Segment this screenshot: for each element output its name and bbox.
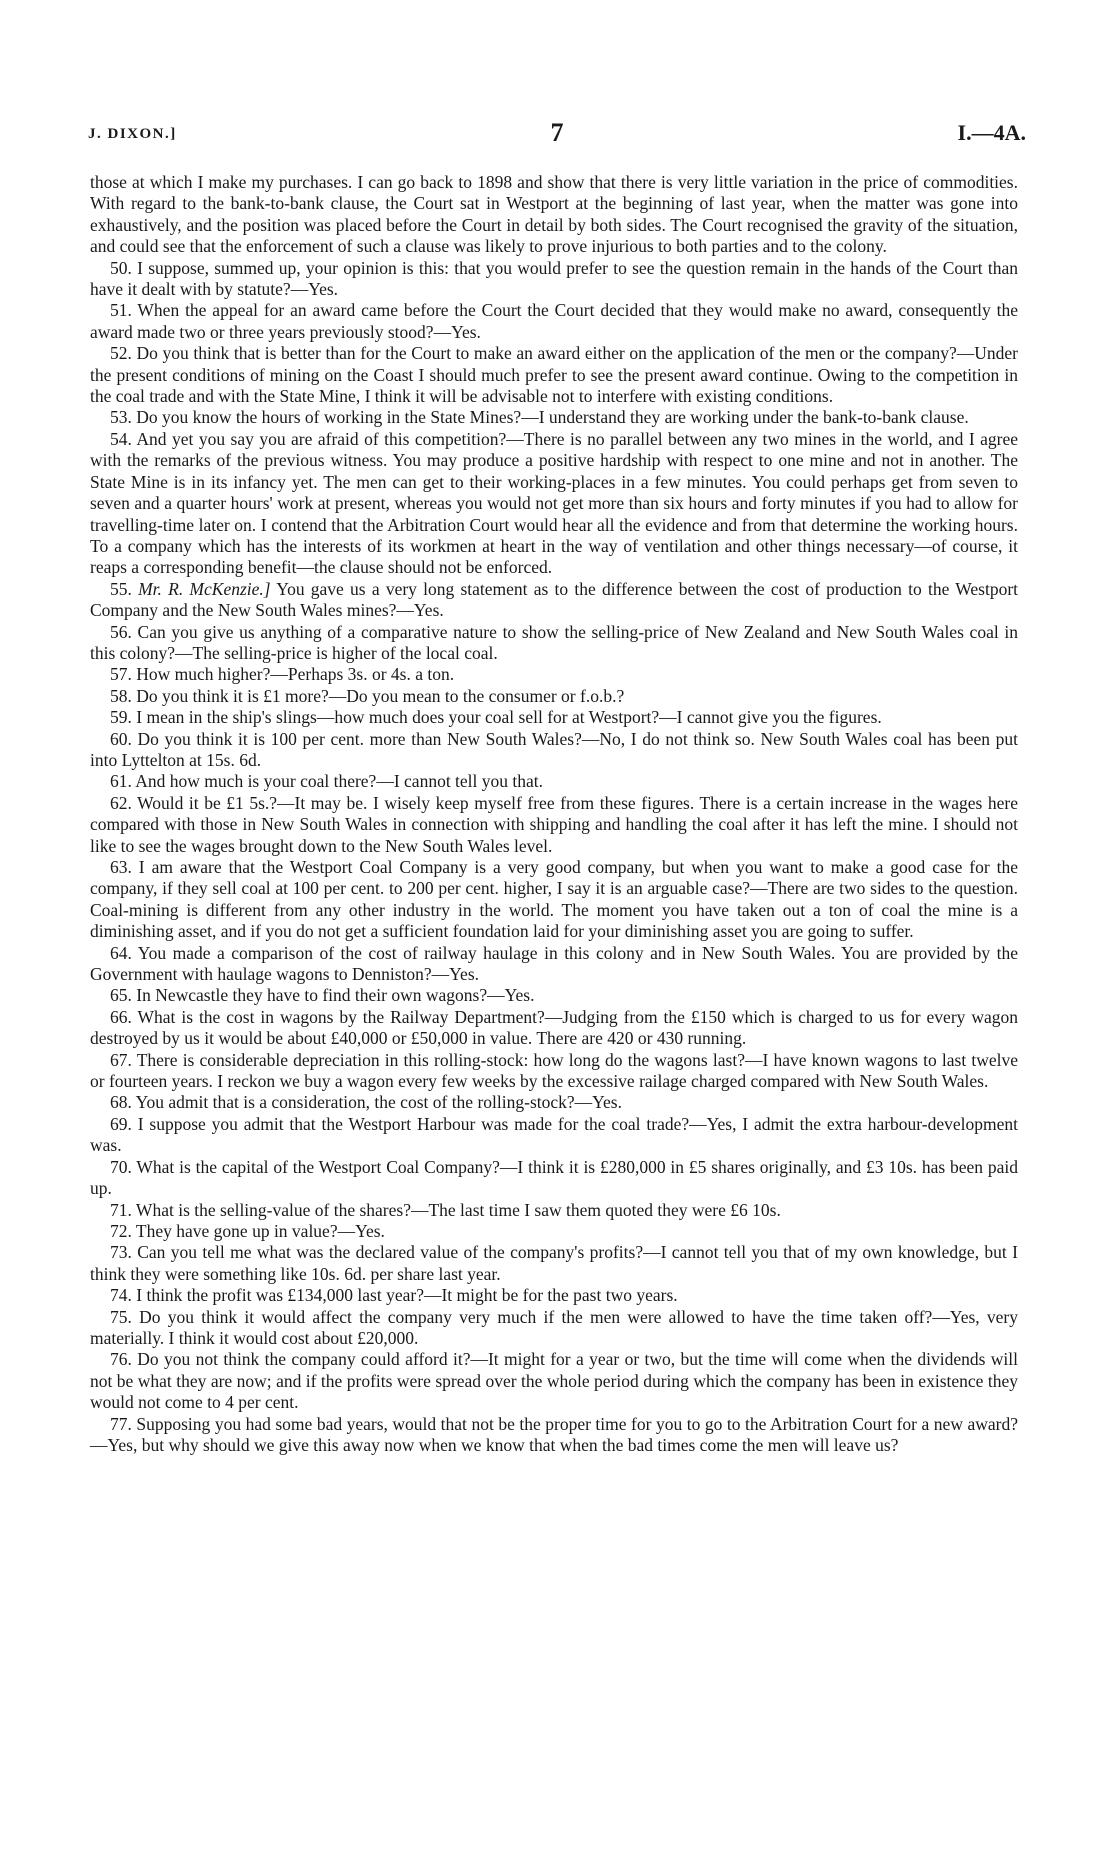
- paper-reference: I.—4A.: [957, 120, 1026, 145]
- question-73: 73. Can you tell me what was the declared value of the company's profits?—I cannot tell you that of my own knowledge, but I think they were something like 10s. 6d. per share last year.: [90, 1242, 1018, 1284]
- question-53: 53. Do you know the hours of working in the State Mines?—I understand they are working under the bank-to-bank clause.: [110, 407, 969, 428]
- question-70: 70. What is the capital of the Westport Coal Company?—I think it is £280,000 in £5 shares originally, and £3 10s. has been paid up.: [90, 1156, 1018, 1199]
- paragraph-continued: those at which I make my purchases. I can go back to 1898 and show that there is very little variation in the price of commodities. With regard to the bank-to-bank clause, the Court sat in Westport at the beginning of last year, when the matter was gone into exhaustively, and the position was placed before the Court in detail by both sides. The Court recognised the gravity of the situation, and could see that the enforcement of such a clause was likely to prove injurious to both parties and to the colony.: [90, 172, 1018, 257]
- speaker-name: Mr. R. McKenzie.]: [138, 578, 271, 599]
- question-67: 67. There is considerable depreciation in this rolling-stock: how long do the wagons last?—I have known wagons to last twelve or fourteen years. I reckon we buy a wagon every few weeks by the excessive railage charged compared with New South Wales.: [90, 1049, 1018, 1092]
- witness-name: J. DIXON.]: [88, 126, 177, 142]
- question-57: 57. How much higher?—Perhaps 3s. or 4s. a ton.: [110, 664, 455, 685]
- page-number: 7: [550, 118, 564, 147]
- question-52: 52. Do you think that is better than for the Court to make an award either on the application of the men or the company?—Under the present conditions of mining on the Coast I should much prefer to see the present award continue. Owing to the competition in the coal trade and with the State Mine, I think it will be advisable not to interfere with existing conditions.: [90, 343, 1018, 407]
- question-56: 56. Can you give us anything of a comparative nature to show the selling-price of New Zealand and New South Wales coal in this colony?—The selling-price is higher of the local coal.: [90, 621, 1018, 663]
- question-66: 66. What is the cost in wagons by the Railway Department?—Judging from the £150 which is charged to us for every wagon destroyed by us it would be about £40,000 or £50,000 in value. There are 420 or 430 running.: [90, 1006, 1018, 1049]
- question-65: 65. In Newcastle they have to find their own wagons?—Yes.: [110, 985, 535, 1006]
- question-55-text: You gave us a very long statement as to the difference between the cost of production to the Westport Company and the New South Wales mines?—Yes.: [90, 578, 1019, 621]
- question-63: 63. I am aware that the Westport Coal Company is a very good company, but when you want to make a good case for the company, if they sell coal at 100 per cent. to 200 per cent. higher, I say it is an arguable case?—There are two sides to the question. Coal-mining is different from any other industry in the world. The moment you have taken out a ton of coal the mine is a diminishing asset, and if you do not get a sufficient foundation laid for your diminishing asset you are going to suffer.: [90, 857, 1018, 942]
- question-61: 61. And how much is your coal there?—I cannot tell you that.: [110, 771, 544, 792]
- question-76: 76. Do you not think the company could afford it?—It might for a year or two, but the time will come when the dividends will not be what they are now; and if the profits were spread over the whole period during which the company has been in existence they would not come to 4 per cent.: [90, 1349, 1018, 1413]
- question-50: 50. I suppose, summed up, your opinion is this: that you would prefer to see the question remain in the hands of the Court than have it dealt with by statute?—Yes.: [90, 257, 1018, 300]
- question-51: 51. When the appeal for an award came before the Court the Court decided that they would make no award, consequently the award made two or three years previously stood?—Yes.: [90, 300, 1018, 342]
- question-58: 58. Do you think it is £1 more?—Do you mean to the consumer or f.o.b.?: [110, 685, 625, 706]
- page-header: [88, 118, 1026, 154]
- question-55: [90, 579, 1018, 622]
- question-59: 59. I mean in the ship's slings—how much does your coal sell for at Westport?—I cannot give you the figures.: [110, 707, 882, 728]
- question-60: 60. Do you think it is 100 per cent. more than New South Wales?—No, I do not think so. New South Wales coal has been put into Lyttelton at 15s. 6d.: [90, 728, 1018, 770]
- question-72: 72. They have gone up in value?—Yes.: [110, 1220, 385, 1241]
- question-75: 75. Do you think it would affect the company very much if the men were allowed to have the time taken off?—Yes, very materially. I think it would cost about £20,000.: [90, 1306, 1018, 1348]
- question-64: 64. You made a comparison of the cost of railway haulage in this colony and in New South Wales. You are provided by the Government with haulage wagons to Denniston?—Yes.: [90, 942, 1018, 985]
- document-body: [90, 172, 1018, 1456]
- question-62: 62. Would it be £1 5s.?—It may be. I wisely keep myself free from these figures. There is a certain increase in the wages here compared with those in New South Wales in connection with shipping and handling the coal after it has left the mine. I should not like to see the wages brought down to the New South Wales level.: [90, 792, 1018, 856]
- question-71: 71. What is the selling-value of the shares?—The last time I saw them quoted they were £6 10s.: [110, 1199, 781, 1220]
- question-69: 69. I suppose you admit that the Westport Harbour was made for the coal trade?—Yes, I admit the extra harbour-development was.: [90, 1113, 1018, 1156]
- question-68: 68. You admit that is a consideration, the cost of the rolling-stock?—Yes.: [110, 1092, 622, 1113]
- question-55-number: 55.: [110, 578, 139, 599]
- question-77: 77. Supposing you had some bad years, would that not be the proper time for you to go to the Arbitration Court for a new award?—Yes, but why should we give this away now when we know that when the bad times come the men will leave us?: [90, 1413, 1018, 1455]
- question-54: 54. And yet you say you are afraid of this competition?—There is no parallel between any two mines in the world, and I agree with the remarks of the previous witness. You may produce a positive hardship with respect to one mine and not in another. The State Mine is in its infancy yet. The men can get to their working-places in a few minutes. You could perhaps get from seven to seven and a quarter hours' work at present, whereas you would not get more than six hours and forty minutes if you had to allow for travelling-time later on. I contend that the Arbitration Court would hear all the evidence and from that determine the working hours. To a company which has the interests of its workmen at heart in the way of ventilation and other things necessary—of course, it reaps a corresponding benefit—the clause should not be enforced.: [90, 428, 1018, 578]
- question-74: 74. I think the profit was £134,000 last year?—It might be for the past two years.: [110, 1285, 678, 1306]
